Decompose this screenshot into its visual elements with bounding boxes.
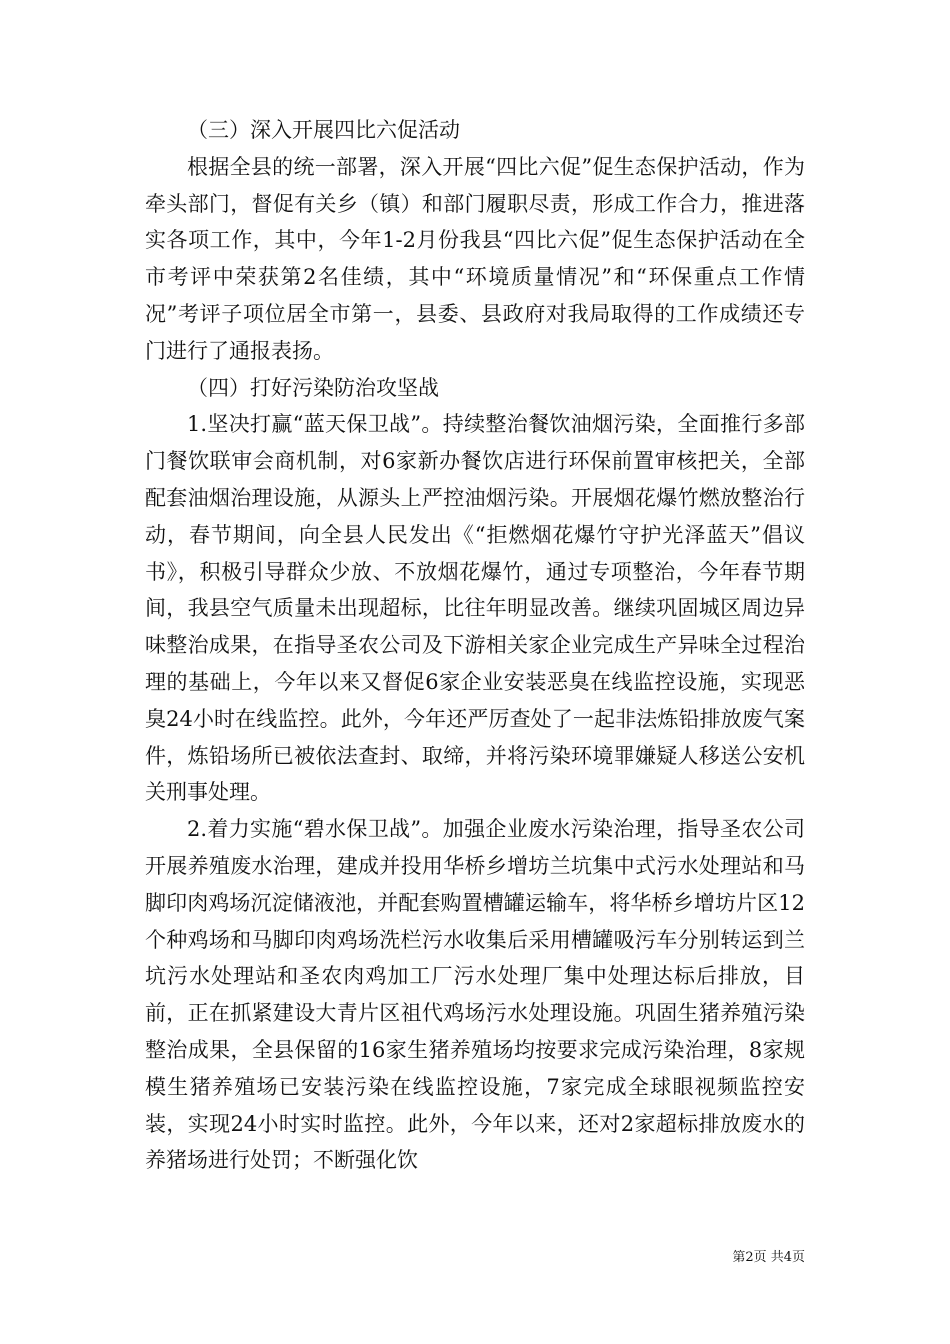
body-paragraph-blue-sky: 1.坚决打赢“蓝天保卫战”。持续整治餐饮油烟污染，全面推行多部门餐饮联审会商机制，对6家新办餐饮店进行环保前置审核把关，全部配套油烟治理设施，从源头上严控油烟污染。开展烟花爆竹燃放整治行动，春节期间，向全县人民发出《“拒燃烟花爆竹守护光泽蓝天”倡议书》，积极引导群众少放、不放烟花爆竹，通过专项整治，今年春节期间，我县空气质量未出现超标，比往年明显改善。继续巩固城区周边异味整治成果，在指导圣农公司及下游相关家企业完成生产异味全过程治理的基础上，今年以来又督促6家企业安装恶臭在线监控设施，实现恶臭24小时在线监控。此外，今年还严厉查处了一起非法炼铅排放废气案件，炼铅场所已被依法查封、取缔，并将污染环境罪嫌疑人移送公安机关刑事处理。: [145, 412, 805, 805]
page-number: 第2页 共4页: [732, 1250, 805, 1265]
body-paragraph-clear-water: 2.着力实施“碧水保卫战”。加强企业废水污染治理，指导圣农公司开展养殖废水治理，建成并投用华桥乡增坊兰坑集中式污水处理站和马脚印肉鸡场沉淀储液池，并配套购置槽罐运输车，将华桥乡增坊片区12个种鸡场和马脚印肉鸡场洗栏污水收集后采用槽罐吸污车分别转运到兰坑污水处理站和圣农肉鸡加工厂污水处理厂集中处理达标后排放，目前，正在抓紧建设大青片区祖代鸡场污水处理设施。巩固生猪养殖污染整治成果，全县保留的16家生猪养殖场均按要求完成污染治理，8家规模生猪养殖场已安装污染在线监控设施，7家完成全球眼视频监控安装，实现24小时实时监控。此外，今年以来，还对2家超标排放废水的养猪场进行处罚；不断强化饮: [145, 817, 805, 1173]
section-heading-four: （四）打好污染防治攻坚战: [187, 375, 439, 400]
body-paragraph-activity: 根据全县的统一部署，深入开展“四比六促”促生态保护活动，作为牵头部门，督促有关乡（镇）和部门履职尽责，形成工作合力，推进落实各项工作，其中，今年1-2月份我县“四比六促”促生态保护活动在全市考评中荣获第2名佳绩，其中“环境质量情况”和“环保重点工作情况”考评子项位居全市第一，县委、县政府对我局取得的工作成绩还专门进行了通报表扬。: [145, 154, 805, 363]
document-body: [145, 112, 805, 1179]
section-heading-three: （三）深入开展四比六促活动: [187, 118, 460, 142]
